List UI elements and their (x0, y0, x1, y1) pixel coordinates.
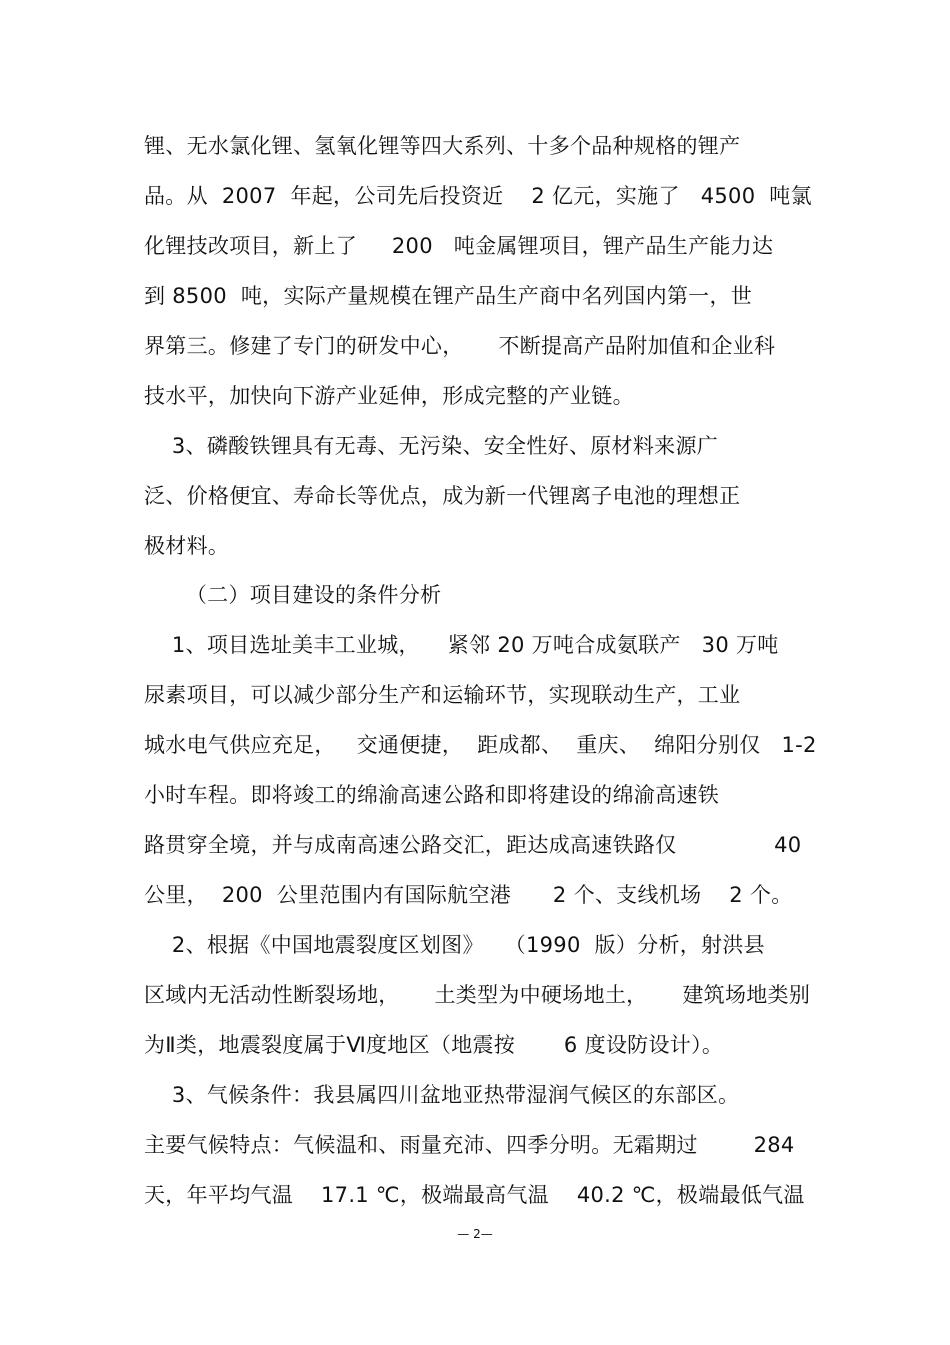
body-text-line: 极材料。 (144, 534, 230, 558)
body-text-line: 锂、无水氯化锂、氢氧化锂等四大系列、十多个品种规格的锂产 (144, 134, 741, 158)
body-text-line: 城水电气供应充足， 交通便捷， 距成都、 重庆、 绵阳分别仅 1-2 (144, 733, 817, 757)
body-text-line: 品。从 2007 年起，公司先后投资近 2 亿元，实施了 4500 吨氯 (144, 184, 812, 208)
body-text-line: 化锂技改项目，新上了 200 吨金属锂项目，锂产品生产能力达 (144, 234, 774, 258)
body-text-line: 泛、价格便宜、寿命长等优点，成为新一代锂离子电池的理想正 (144, 484, 741, 508)
body-text-line: 区域内无活动性断裂场地， 土类型为中硬场地土， 建筑场地类别 (144, 983, 811, 1007)
body-text-line: 天，年平均气温 17.1 ℃，极端最高气温 40.2 ℃，极端最低气温 (144, 1183, 805, 1207)
body-text-line: 界第三。修建了专门的研发中心， 不断提高产品附加值和企业科 (144, 334, 776, 358)
body-text-line: 3、磷酸铁锂具有无毒、无污染、安全性好、原材料来源广 (144, 434, 719, 458)
body-text-line: 1、项目选址美丰工业城， 紧邻 20 万吨合成氨联产 30 万吨 (144, 633, 779, 657)
body-text-line: 2、根据《中国地震裂度区划图》 （1990 版）分析，射洪县 (144, 933, 765, 957)
body-text-line: 主要气候特点：气候温和、雨量充沛、四季分明。无霜期过 284 (144, 1133, 795, 1157)
body-text-line: 为Ⅱ类，地震裂度属于Ⅵ度地区（地震按 6 度设防设计）。 (144, 1033, 724, 1057)
body-text-line: 3、气候条件：我县属四川盆地亚热带湿润气候区的东部区。 (144, 1083, 740, 1107)
page-number: — 2— (457, 1227, 493, 1241)
body-text-line: 小时车程。即将竣工的绵渝高速公路和即将建设的绵渝高速铁 (144, 783, 720, 807)
body-text-line: 技水平，加快向下游产业延伸，形成完整的产业链。 (144, 384, 634, 408)
body-text-line: 到 8500 吨，实际产量规模在锂产品生产商中名列国内第一，世 (144, 284, 753, 308)
section-heading: （二）项目建设的条件分析 (144, 583, 442, 607)
body-text-line: 路贯穿全境，并与成南高速公路交汇，距达成高速铁路仅 40 (144, 833, 802, 857)
body-text-line: 公里， 200 公里范围内有国际航空港 2 个、支线机场 2 个。 (144, 883, 793, 907)
body-text-line: 尿素项目，可以减少部分生产和运输环节，实现联动生产，工业 (144, 683, 741, 707)
